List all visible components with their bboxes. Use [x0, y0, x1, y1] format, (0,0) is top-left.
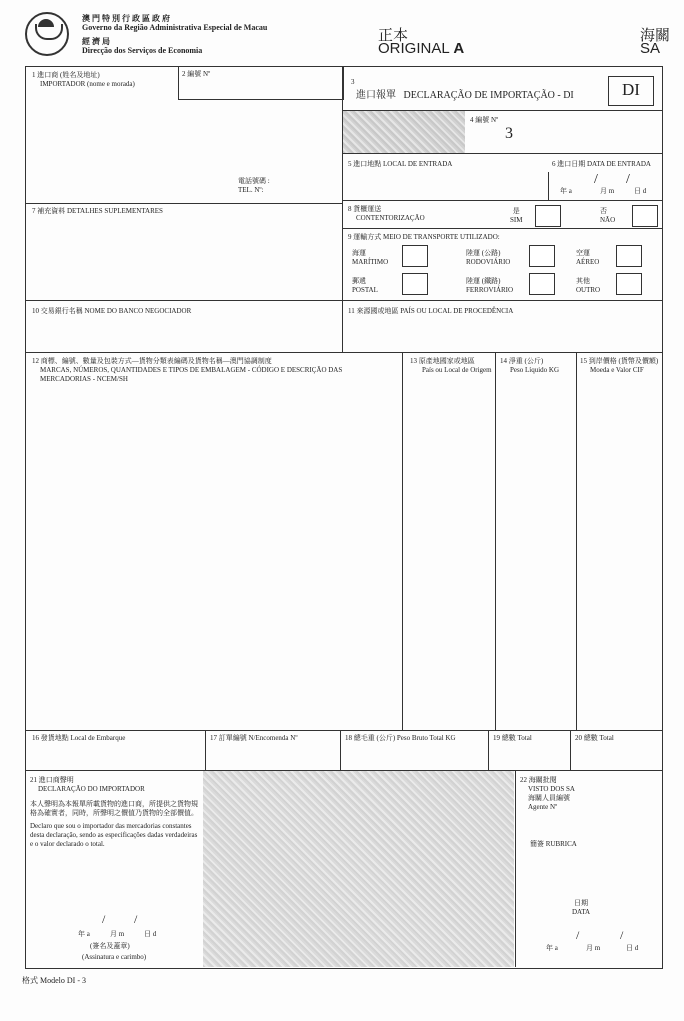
sim-checkbox[interactable]: [535, 205, 561, 227]
bank-label: 10 交易銀行名稱 NOME DO BANCO NEGOCIADOR: [32, 307, 192, 315]
shipment-place-label: 16 發貨地點 Local de Embarque: [32, 734, 126, 742]
total-19-label: 19 總數 Total: [493, 734, 532, 742]
origin-label: 13 原產地國家或地區 País ou Local de Origem: [410, 357, 492, 374]
field-3-number: 3: [351, 78, 355, 86]
cif-value-label: 15 到岸價格 (貨幣及價額) Moeda e Valor CIF: [580, 357, 659, 374]
transport-maritimo-label: 海運 MARÍTIMO: [352, 249, 389, 266]
di-code-box: DI: [608, 76, 654, 106]
supplementary-label: 7 補充資料 DETALHES SUPLEMENTARES: [32, 207, 163, 215]
shaded-area: [203, 771, 514, 967]
copy-label-pt: ORIGINAL A: [378, 40, 465, 57]
net-weight-label: 14 淨重 (公斤) Peso Líquido KG: [500, 357, 559, 374]
sim-label: 是 SIM: [510, 207, 523, 224]
total-20-label: 20 總數 Total: [575, 734, 614, 742]
macau-emblem: [25, 12, 69, 56]
form-model: 格式 Modelo DI - 3: [22, 976, 86, 985]
dest-zh: 海關: [640, 27, 671, 44]
goods-description-label: 12 商標、編號、數量及包裝方式—貨物分類表編碼及貨物名稱—澳門協調制度 MARCAS, NÚMEROS, QUANTIDADES E TIPOS DE EMBALAGEM - CÓDIGO E DESCRIÇÃO DAS MERCADORIAS - NCEM/SH: [32, 357, 343, 383]
number-label: 2 編號 Nº: [182, 70, 211, 78]
postal-checkbox[interactable]: [402, 273, 428, 295]
customs-date-field[interactable]: / / 年 a 月 m 日 d: [546, 928, 639, 952]
entry-date-label: 6 進口日期 DATA DE ENTRADA: [552, 160, 651, 168]
nao-label: 否 NÃO: [600, 207, 616, 224]
transport-aereo-label: 空運 AÉREO: [576, 249, 600, 266]
entry-place-label: 5 進口地點 LOCAL DE ENTRADA: [348, 160, 453, 168]
rubrica-label: 簡簽 RUBRICA: [530, 840, 577, 848]
gov-name-zh: 澳 門 特 別 行 政 區 政 府: [82, 14, 170, 23]
transport-label: 9 運輸方式 MEIO DE TRANSPORTE UTILIZADO:: [348, 233, 500, 241]
maritimo-checkbox[interactable]: [402, 245, 428, 267]
importer-declaration: 21 進口商聲明 DECLARAÇÃO DO IMPORTADOR 本人聲明為本報單所載貨物的進口商，所提供之貨物規格為確實者，同時，所聲明之價值乃貨物的全部價值。 Declaro que sou o importador das mercadorias constantes desta declaração, sendo as especificações dadas verdadeiras e o valor declarado o total.: [30, 776, 198, 848]
transport-ferroviario-label: 陸運 (鐵路) FERROVIÁRIO: [466, 277, 514, 294]
dest-pt: SA: [640, 40, 661, 57]
declaration-title: 進口報單 DECLARAÇÃO DE IMPORTAÇÃO - DI: [356, 90, 574, 101]
shaded-area: [343, 111, 465, 153]
customs-visa: 22 海關批閱 VISTO DOS SA 海關人員編號 Agente Nº: [520, 776, 575, 811]
tel-label: 電話號碼 : TEL. Nº:: [238, 177, 270, 194]
ferroviario-checkbox[interactable]: [529, 273, 555, 295]
order-number-label: 17 訂單編號 N/Encomenda Nº: [210, 734, 298, 742]
field-4-value: 3: [505, 125, 513, 142]
rodoviario-checkbox[interactable]: [529, 245, 555, 267]
transport-postal-label: 郵遞 POSTAL: [352, 277, 378, 294]
nao-checkbox[interactable]: [632, 205, 658, 227]
transport-rodoviario-label: 陸運 (公路) RODOVIÁRIO: [466, 249, 511, 266]
copy-label-zh: 正本: [378, 27, 409, 44]
gross-weight-label: 18 總毛重 (公斤) Peso Bruto Total KG: [345, 734, 456, 742]
provenance-label: 11 來源國或地區 PAÍS OU LOCAL DE PROCEDÊNCIA: [348, 307, 514, 315]
field-4-label: 4 編號 Nº: [470, 116, 499, 124]
transport-outro-label: 其他 OUTRO: [576, 277, 601, 294]
containerization-label: 8 貨櫃運送 CONTENTORIZAÇÃO: [348, 205, 425, 222]
entry-date-field[interactable]: 年 a / 月 m / 日 d: [560, 172, 647, 195]
gov-name-pt: Governo da Região Administrativa Especial de Macau: [82, 23, 268, 32]
importer-label: 1 進口商 (姓名及地址) IMPORTADOR (nome e morada): [32, 71, 135, 88]
customs-date-label: 日期 DATA: [572, 899, 591, 916]
importer-field[interactable]: [30, 95, 330, 195]
outro-checkbox[interactable]: [616, 273, 642, 295]
dept-name-zh: 經 濟 局: [82, 37, 110, 46]
importer-signature-field[interactable]: / / 年 a 月 m 日 d (簽名及蓋章) (Assinatura e carimbo): [78, 912, 157, 961]
aereo-checkbox[interactable]: [616, 245, 642, 267]
dept-name-pt: Direcção dos Serviços de Economia: [82, 46, 203, 55]
